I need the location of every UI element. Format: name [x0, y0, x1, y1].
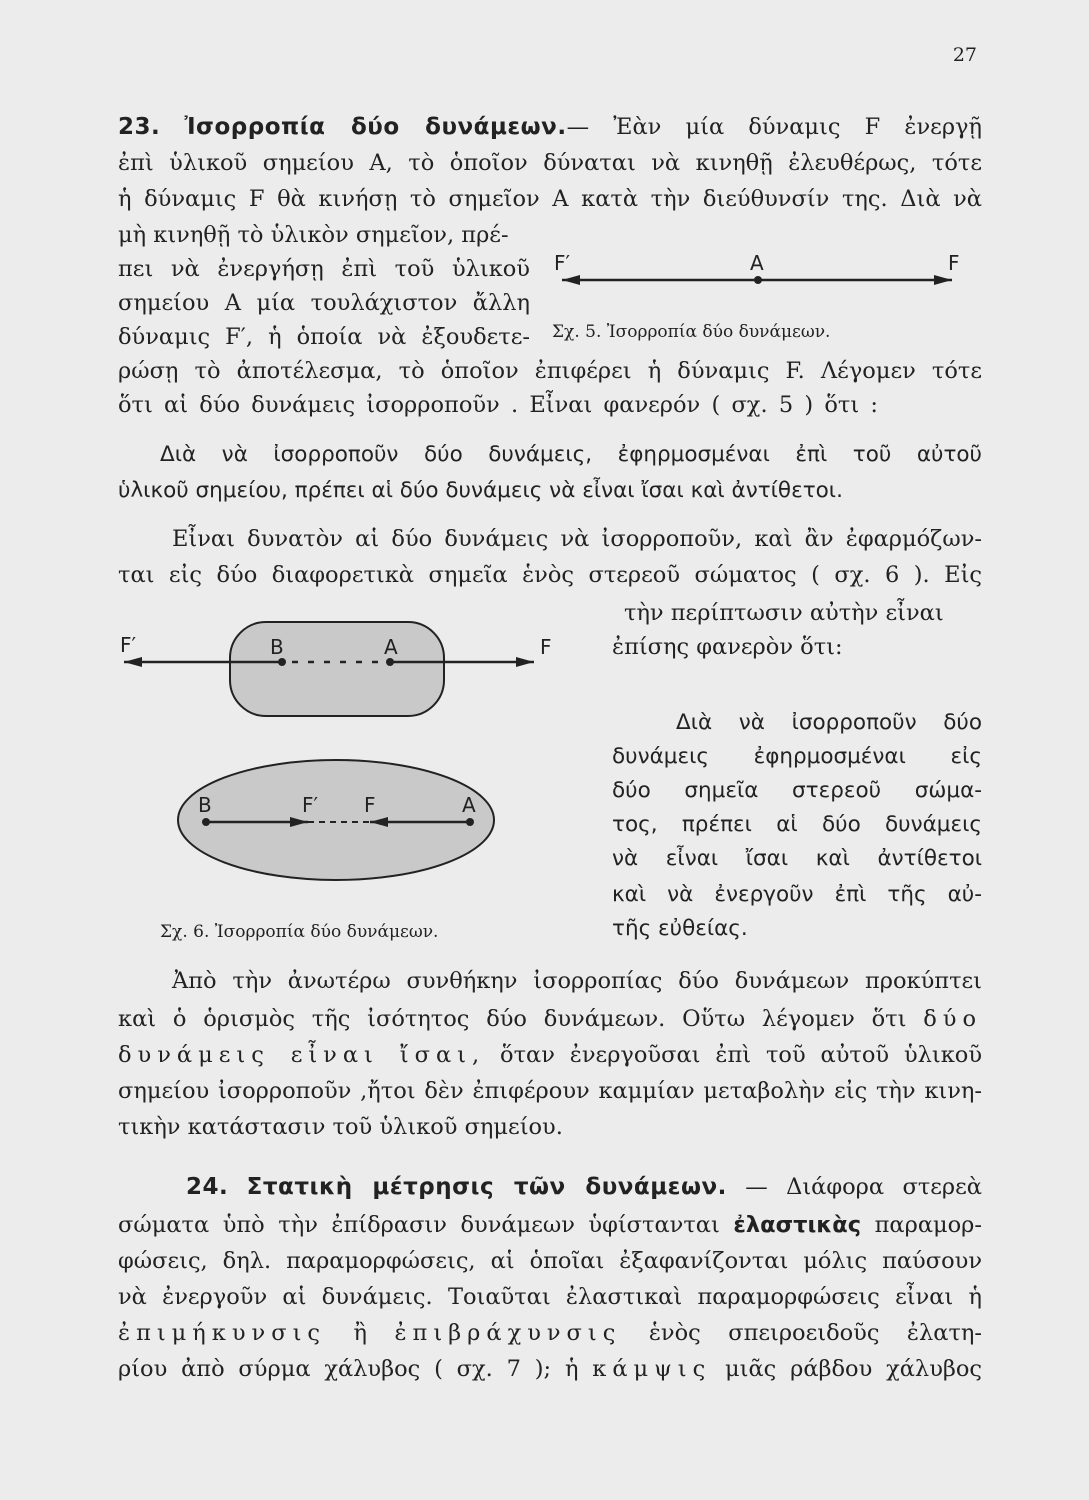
text-span: παραμορ- — [874, 1212, 983, 1238]
text-line-definition — [118, 1040, 982, 1070]
upper-body — [230, 622, 444, 716]
fig5-label-left: F′ — [554, 251, 571, 275]
text-span: μιᾶς ράβδου χάλυβος — [725, 1356, 983, 1382]
text-line: πει νὰ ἐνεργήσῃ ἐπὶ τοῦ ὑλικοῦ — [118, 256, 530, 282]
text-line: Εἶναι δυνατὸν αἱ δύο δυνάμεις νὰ ἰσορροποῦν, καὶ ἂν ἐφαρμόζων- — [172, 526, 982, 552]
fig5-caption: Σχ. 5. Ἰσορροπία δύο δυνάμεων. — [552, 322, 831, 342]
point-a — [386, 658, 394, 666]
text-span: ἡ — [564, 1356, 579, 1382]
arrow-right-icon — [934, 275, 952, 285]
page-number: 27 — [952, 44, 977, 66]
rule-line: νὰ εἶναι ἴσαι καὶ ἀντίθετοι — [612, 846, 982, 871]
fig6-lower-f2: F — [364, 793, 376, 817]
text-line: ρώσῃ τὸ ἀποτέλεσμα, τὸ ὁποῖον ἐπιφέρει ἡ δύναμις F. Λέγομεν τότε — [118, 358, 982, 384]
section-23-title: Ἰσορροπία δύο δυνάμεων. — [184, 114, 567, 140]
text-line: μὴ κινηθῇ τὸ ὑλικὸν σημεῖον, πρέ- — [118, 222, 509, 248]
fig5-label-center: A — [750, 251, 764, 275]
text-line: νὰ ἐνεργοῦν αἱ δυνάμεις. Τοιαῦται ἐλαστικαὶ παραμορφώσεις εἶναι ἡ — [118, 1284, 982, 1310]
fig6-upper-a: A — [384, 635, 398, 659]
arrow-right-icon — [516, 657, 534, 667]
fig6-upper-b: B — [270, 635, 284, 659]
spaced-text: δύο — [923, 1006, 982, 1032]
text-span: ἢ — [353, 1320, 367, 1346]
rule-line: καὶ νὰ ἐνεργοῦν ἐπὶ τῆς αὐ- — [612, 882, 982, 907]
bold-term: ἐλαστικὰς — [733, 1212, 862, 1238]
spaced-text: κάμψις — [592, 1356, 712, 1382]
text-span: σώματα ὑπὸ τὴν ἐπίδρασιν δυνάμεων ὑφίστανται — [118, 1212, 720, 1238]
text-line: Ἀπὸ τὴν ἀνωτέρω συνθήκην ἰσορροπίας δύο δυνάμεων προκύπτει — [172, 968, 982, 994]
text-line — [118, 1354, 982, 1384]
text-line: τὴν περίπτωσιν αὐτὴν εἶναι — [624, 600, 944, 626]
rule-line: τος, πρέπει αἱ δύο δυνάμεις — [612, 812, 982, 837]
text-span: — Διάφορα στερεὰ — [745, 1174, 982, 1200]
section-23-number: 23. — [118, 114, 161, 140]
rule-line: τῆς εὐθείας. — [612, 916, 748, 941]
text-line: — Ἐὰν μία δύναμις F ἐνεργῇ — [566, 114, 982, 140]
spaced-text: ἐπιβράχυνσις — [394, 1320, 622, 1346]
rule-line: Διὰ νὰ ἰσορροποῦν δύο — [676, 710, 982, 735]
arrow-left-icon — [562, 275, 580, 285]
point-a — [466, 818, 474, 826]
text-line: ἡ δύναμις F θὰ κινήσῃ τὸ σημεῖον Α κατὰ τὴν διεύθυνσίν της. Διὰ νὰ — [118, 186, 982, 212]
figure-5 — [552, 248, 972, 288]
section-24-title: Στατικὴ μέτρησις τῶν δυνάμεων. — [246, 1174, 727, 1200]
rule-line: Διὰ νὰ ἰσορροποῦν δύο δυνάμεις, ἐφηρμοσμέναι ἐπὶ τοῦ αὐτοῦ — [160, 442, 982, 467]
text-line: ὅτι αἱ δύο δυνάμεις ἰσορροποῦν . Εἶναι φανερόν ( σχ. 5 ) ὅτι : — [118, 392, 878, 418]
spaced-text: ἐπιμήκυνσις — [118, 1320, 326, 1346]
text-line-definition — [118, 1004, 982, 1034]
fig6-lower-f1: F′ — [302, 793, 319, 817]
point-b — [278, 658, 286, 666]
section-24-first-line — [186, 1172, 982, 1202]
text-line: ται εἰς δύο διαφορετικὰ σημεῖα ἑνὸς στερεοῦ σώματος ( σχ. 6 ). Εἰς — [118, 562, 982, 588]
text-line — [118, 1318, 982, 1348]
text-line: φώσεις, δηλ. παραμορφώσεις, αἱ ὁποῖαι ἐξαφανίζονται μόλις παύσουν — [118, 1248, 982, 1274]
point-a — [754, 276, 762, 284]
text-span: ἑνὸς σπειροειδοῦς ἐλατη- — [648, 1320, 982, 1346]
rule-line: δυνάμεις ἐφηρμοσμέναι εἰς — [612, 744, 982, 769]
section-23-first-line — [118, 112, 982, 142]
fig6-upper-left: F′ — [120, 633, 137, 657]
text-span: καὶ ὁ ὁρισμὸς τῆς ἰσότητος δύο δυνάμεων. Οὕτω λέγομεν ὅτι — [118, 1006, 907, 1032]
text-line: σημείου Α μία τουλάχιστον ἄλλη — [118, 290, 530, 316]
rule-line: ὑλικοῦ σημείου, πρέπει αἱ δύο δυνάμεις νὰ εἶναι ἴσαι καὶ ἀντίθετοι. — [118, 478, 843, 503]
text-span: ὅταν ἐνεργοῦσαι ἐπὶ τοῦ αὐτοῦ ὑλικοῦ — [500, 1042, 983, 1068]
fig6-upper-right: F — [540, 635, 552, 659]
text-span: ρίου ἀπὸ σύρμα χάλυβος ( σχ. 7 ); — [118, 1356, 552, 1382]
rule-line: δύο σημεῖα στερεοῦ σώμα- — [612, 778, 982, 803]
fig5-label-right: F — [948, 251, 960, 275]
text-line: ἐπὶ ὑλικοῦ σημείου Α, τὸ ὁποῖον δύναται νὰ κινηθῇ ἐλευθέρως, τότε — [118, 150, 982, 176]
point-b — [202, 818, 210, 826]
fig6-lower-b: B — [198, 793, 212, 817]
arrow-left-icon — [124, 657, 142, 667]
figure-6 — [118, 610, 558, 910]
fig6-caption: Σχ. 6. Ἰσορροπία δύο δυνάμεων. — [160, 922, 439, 942]
text-line: τικὴν κατάστασιν τοῦ ὑλικοῦ σημείου. — [118, 1114, 563, 1140]
text-line: δύναμις F′, ἡ ὁποία νὰ ἐξουδετε- — [118, 324, 530, 350]
text-line — [118, 1210, 982, 1240]
text-line: σημείου ἰσορροποῦν ,ἤτοι δὲν ἐπιφέρουν καμμίαν μεταβολὴν εἰς τὴν κινη- — [118, 1078, 982, 1104]
text-line: ἐπίσης φανερὸν ὅτι: — [612, 634, 843, 660]
spaced-text: δυνάμεις εἶναι ἴσαι, — [118, 1042, 486, 1068]
fig6-lower-a: A — [462, 793, 476, 817]
lower-body — [178, 760, 494, 880]
section-24-number: 24. — [186, 1174, 229, 1200]
